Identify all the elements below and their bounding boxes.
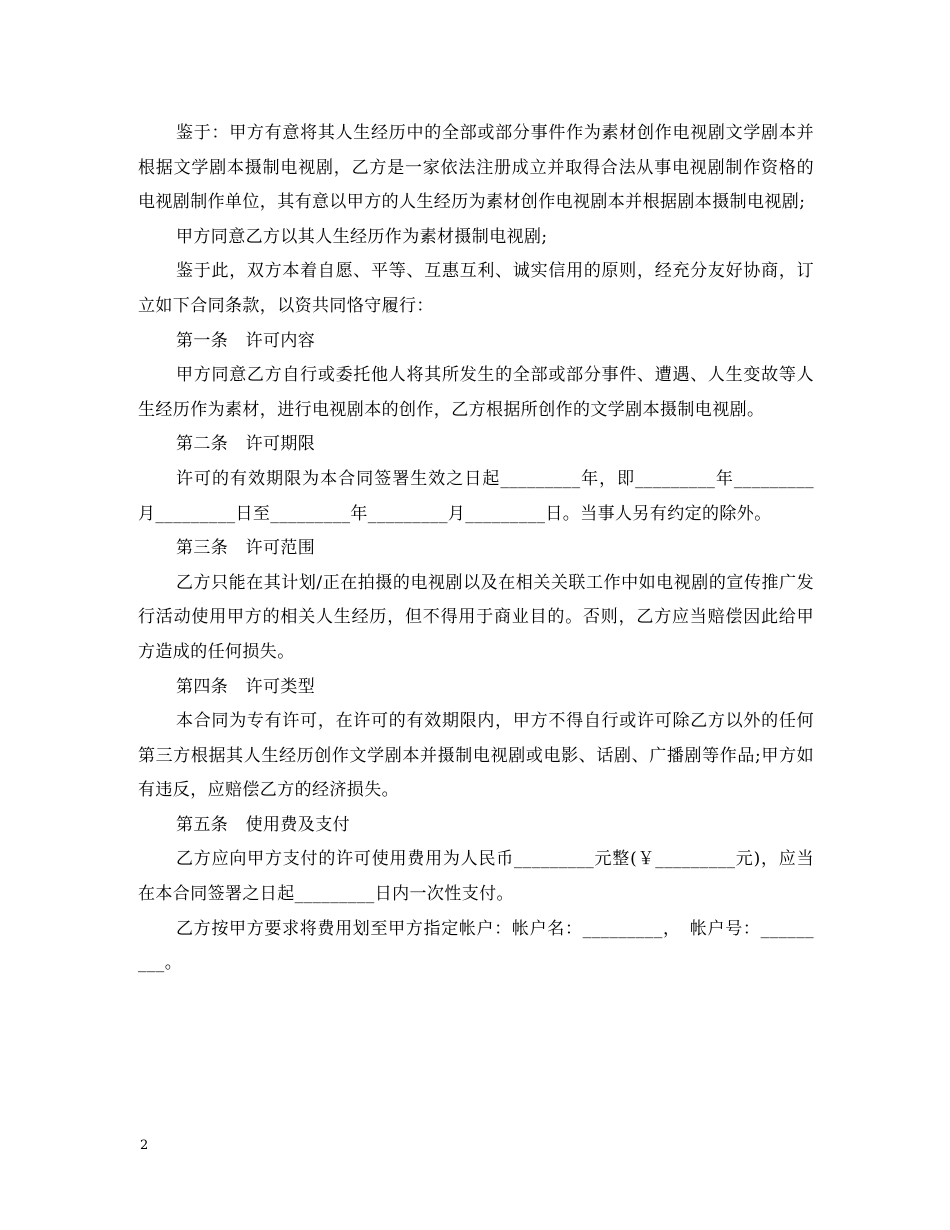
paragraph-recital-1: 鉴于：甲方有意将其人生经历中的全部或部分事件作为素材创作电视剧文学剧本并根据文学剧本摄制电视剧，乙方是一家依法注册成立并取得合法从事电视剧制作资格的电视剧制作单位，其有意以甲方的人生经历为素材创作电视剧本并根据剧本摄制电视剧;	[138, 123, 814, 213]
paragraph-recital-2: 甲方同意乙方以其人生经历作为素材摄制电视剧;	[176, 226, 548, 247]
document-body	[138, 116, 814, 981]
article-3-heading: 第三条 许可范围	[176, 538, 316, 559]
article-3-body: 乙方只能在其计划/正在拍摄的电视剧以及在相关关联工作中如电视剧的宣传推广发行活动使用甲方的相关人生经历，但不得用于商业目的。否则，乙方应当赔偿因此给甲方造成的任何损失。	[138, 572, 814, 662]
article-1-body: 甲方同意乙方自行或委托他人将其所发生的全部或部分事件、遭遇、人生变故等人生经历作为素材，进行电视剧本的创作，乙方根据所创作的文学剧本摄制电视剧。	[138, 365, 814, 420]
article-5-account: 乙方按甲方要求将费用划至甲方指定帐户：帐户名：_________， 帐户号：_________。	[138, 918, 814, 974]
article-4-heading: 第四条 许可类型	[176, 676, 316, 697]
article-4-body: 本合同为专有许可，在许可的有效期限内，甲方不得自行或许可除乙方以外的任何第三方根据其人生经历创作文学剧本并摄制电视剧或电影、话剧、广播剧等作品;甲方如有违反，应赔偿乙方的经济损失。	[138, 711, 814, 801]
article-1-heading: 第一条 许可内容	[176, 330, 316, 351]
article-2-heading: 第二条 许可期限	[176, 434, 316, 455]
article-2-body: 许可的有效期限为本合同签署生效之日起_________年，即_________年_________月_________日至_________年_________月_________日。当事人另有约定的除外。	[138, 468, 814, 524]
paragraph-recital-3: 鉴于此，双方本着自愿、平等、互惠互利、诚实信用的原则，经充分友好协商，订立如下合同条款，以资共同恪守履行：	[138, 261, 814, 316]
article-5-body: 乙方应向甲方支付的许可使用费用为人民币_________元整(￥_________元)，应当在本合同签署之日起_________日内一次性支付。	[138, 849, 814, 905]
page-number: 2	[140, 1138, 149, 1153]
article-5-heading: 第五条 使用费及支付	[176, 814, 350, 835]
